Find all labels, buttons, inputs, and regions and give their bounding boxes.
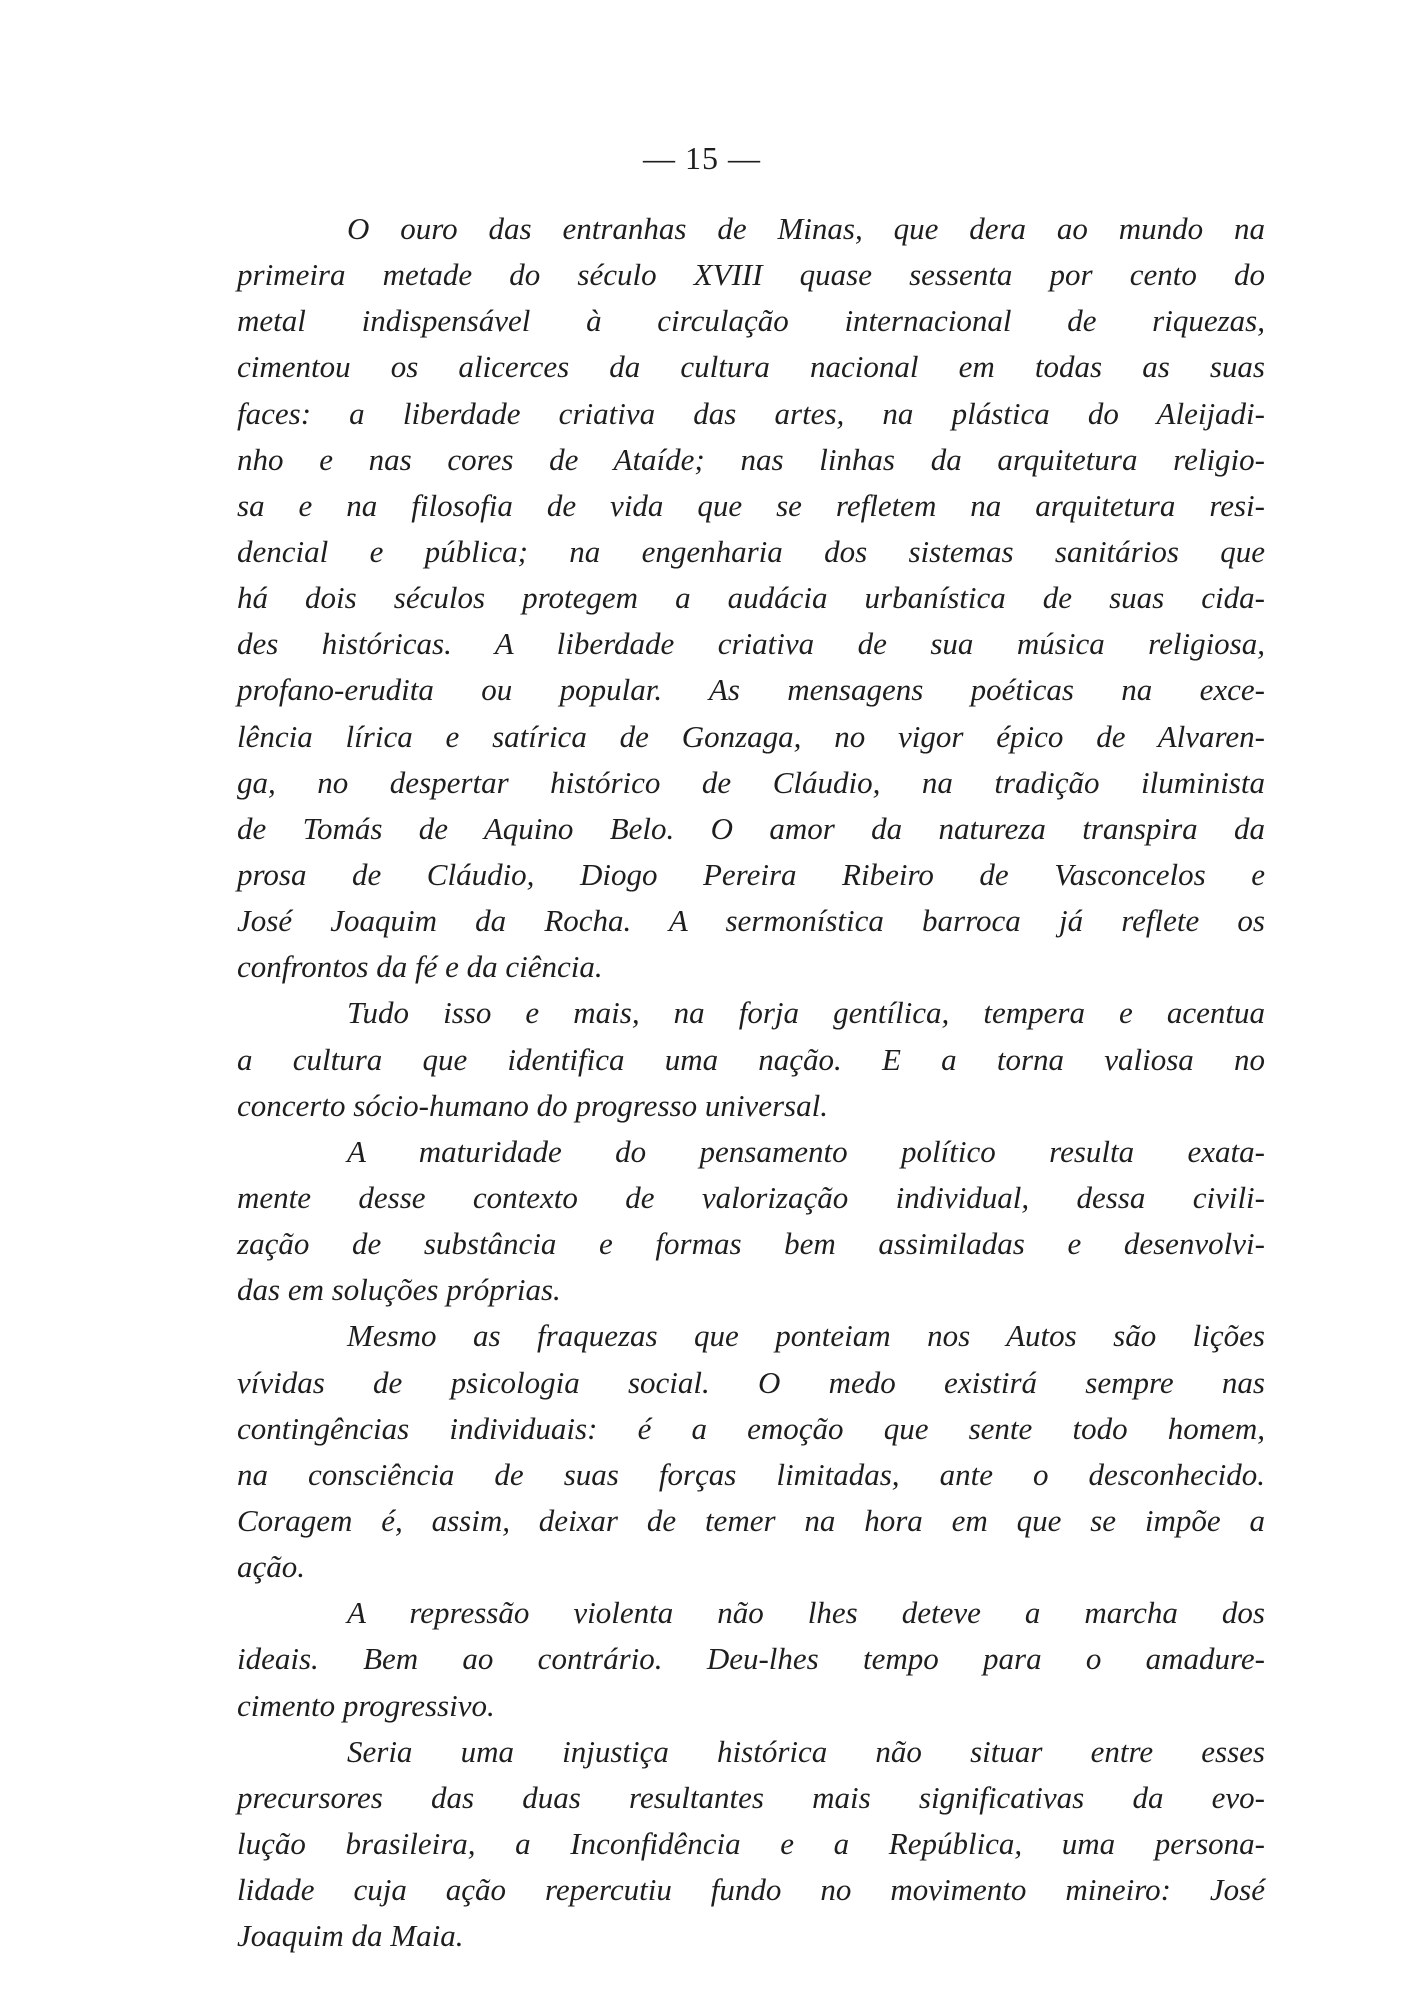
text-line: das em soluções próprias. [237, 1272, 561, 1308]
text-line: de Tomás de Aquino Belo. O amor da natureza transpira da [237, 810, 1265, 846]
text-line: prosa de Cláudio, Diogo Pereira Ribeiro de Vasconcelos e [237, 856, 1265, 892]
text-line: ga, no despertar histórico de Cláudio, na tradição iluminista [237, 764, 1265, 800]
text-line: O ouro das entranhas de Minas, que dera ao mundo na [347, 211, 1265, 246]
text-line: metal indispensável à circulação internacional de riquezas, [237, 303, 1265, 339]
text-line: vívidas de psicologia social. O medo existirá sempre nas [237, 1364, 1265, 1400]
text-line: Seria uma injustiça histórica não situar entre esses [347, 1733, 1265, 1769]
text-line: cimentou os alicerces da cultura nacional em todas as suas [237, 349, 1265, 385]
text-line: lidade cuja ação repercutiu fundo no movimento mineiro: José [237, 1872, 1265, 1908]
text-line: contingências individuais: é a emoção que sente todo homem, [237, 1410, 1265, 1446]
text-line: Tudo isso e mais, na forja gentílica, tempera e acentua [347, 995, 1265, 1031]
text-line: mente desse contexto de valorização individual, dessa civili- [237, 1179, 1265, 1215]
text-line: Mesmo as fraquezas que ponteiam nos Autos são lições [347, 1318, 1265, 1354]
text-line: A repressão violenta não lhes deteve a marcha dos [347, 1595, 1265, 1631]
text-line: precursores das duas resultantes mais significativas da evo- [237, 1779, 1265, 1815]
body-text [237, 206, 1265, 1959]
text-line: sa e na filosofia de vida que se refletem na arquitetura resi- [237, 487, 1265, 523]
text-line: profano-erudita ou popular. As mensagens poéticas na exce- [237, 672, 1265, 708]
text-line: confrontos da fé e da ciência. [237, 949, 603, 985]
text-line: lência lírica e satírica de Gonzaga, no vigor épico de Alvaren- [237, 718, 1265, 754]
text-line: a cultura que identifica uma nação. E a torna valiosa no [237, 1041, 1265, 1077]
text-line: des históricas. A liberdade criativa de sua música religiosa, [237, 626, 1265, 662]
text-line: zação de substância e formas bem assimiladas e desenvolvi- [237, 1226, 1265, 1262]
text-line: há dois séculos protegem a audácia urbanística de suas cida- [237, 580, 1265, 616]
text-line: lução brasileira, a Inconfidência e a República, uma persona- [237, 1825, 1265, 1861]
text-line: Coragem é, assim, deixar de temer na hora em que se impõe a [237, 1502, 1265, 1538]
text-line: nho e nas cores de Ataíde; nas linhas da arquitetura religio- [237, 441, 1265, 477]
text-line: cimento progressivo. [237, 1687, 495, 1723]
text-line: faces: a liberdade criativa das artes, na plástica do Aleijadi- [237, 395, 1265, 431]
page-number: — 15 — [643, 140, 761, 176]
text-line: A maturidade do pensamento político resulta exata- [347, 1133, 1265, 1169]
text-line: dencial e pública; na engenharia dos sistemas sanitários que [237, 533, 1265, 569]
text-line: primeira metade do século XVIII quase sessenta por cento do [237, 257, 1265, 293]
text-line: ação. [237, 1549, 306, 1585]
text-line: Joaquim da Maia. [237, 1918, 464, 1954]
text-line: ideais. Bem ao contrário. Deu-lhes tempo para o amadure- [237, 1641, 1265, 1677]
text-line: José Joaquim da Rocha. A sermonística barroca já reflete os [237, 903, 1265, 939]
text-line: na consciência de suas forças limitadas, ante o desconhecido. [237, 1456, 1265, 1492]
text-line: concerto sócio-humano do progresso universal. [237, 1087, 828, 1123]
